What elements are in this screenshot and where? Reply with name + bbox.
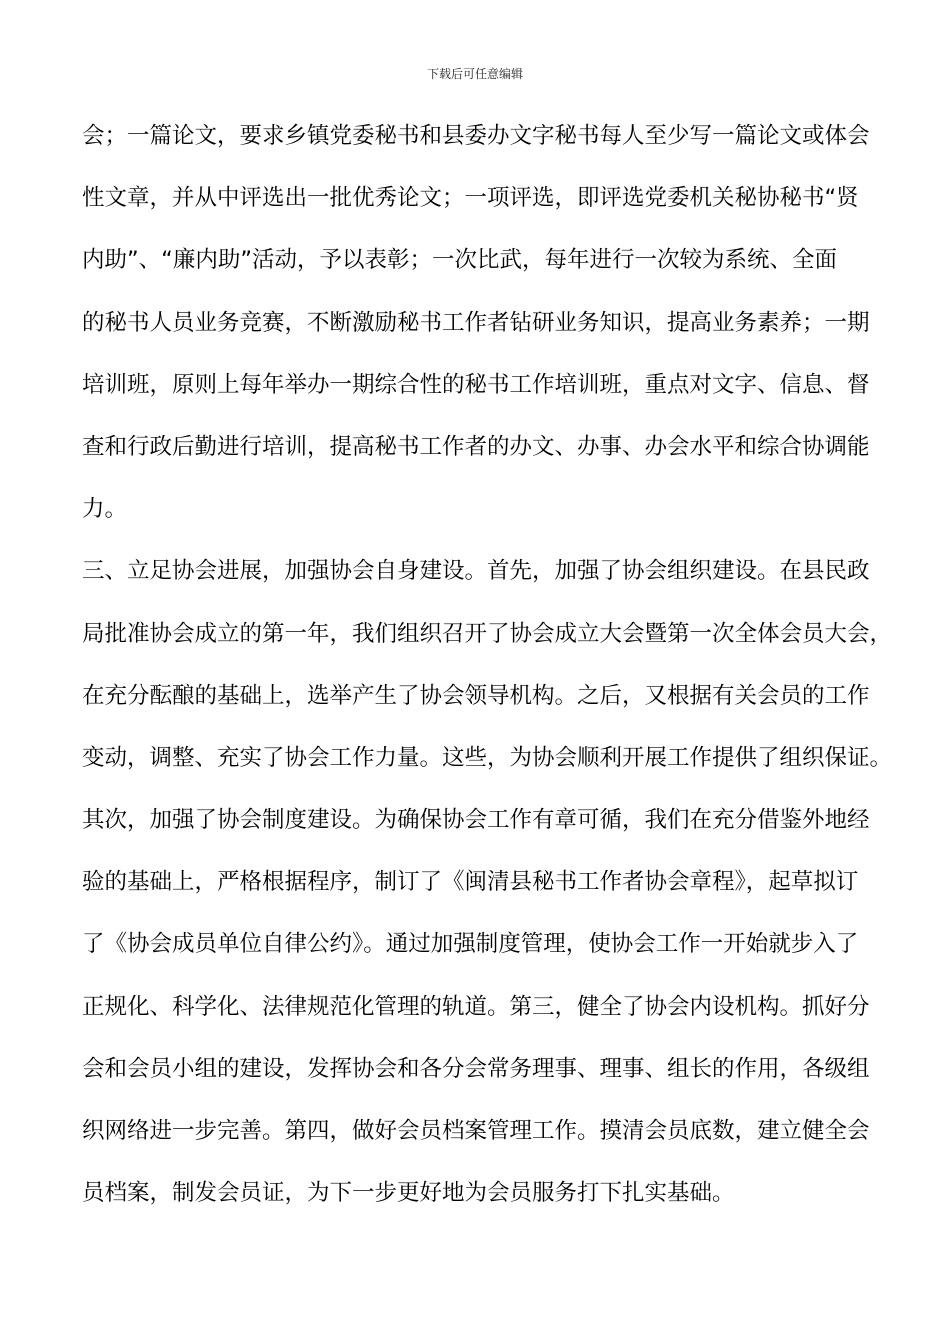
text-line: 变动，调整、充实了协会工作力量。这些，为协会顺利开展工作提供了组织保证。 bbox=[82, 744, 893, 771]
text-line: 在充分酝酿的基础上，选举产生了协会领导机构。之后，又根据有关会员的工作 bbox=[82, 682, 870, 709]
text-line: 力。 bbox=[82, 496, 128, 523]
text-line: 验的基础上，严格根据程序，制订了《闽清县秘书工作者协会章程》，起草拟订 bbox=[82, 869, 859, 896]
text-line: 性文章，并从中评选出一批优秀论文；一项评选，即评选党委机关秘协秘书“贤 bbox=[82, 185, 859, 212]
text-line: 会；一篇论文，要求乡镇党委秘书和县委办文字秘书每人至少写一篇论文或体会 bbox=[82, 123, 870, 149]
text-line: 其次，加强了协会制度建设。为确保协会工作有章可循，我们在充分借鉴外地经 bbox=[82, 807, 870, 834]
text-line: 内助”、“廉内助”活动，予以表彰；一次比武，每年进行一次较为系统、全面 bbox=[82, 247, 837, 274]
text-line: 正规化、科学化、法律规范化管理的轨道。第三，健全了协会内设机构。抓好分 bbox=[82, 993, 870, 1020]
text-line: 局批准协会成立的第一年，我们组织召开了协会成立大会暨第一次全体会员大会， bbox=[82, 620, 893, 647]
text-line: 查和行政后勤进行培训，提高秘书工作者的办文、办事、办会水平和综合协调能 bbox=[82, 433, 870, 460]
text-line: 三、立足协会进展，加强协会自身建设。首先，加强了协会组织建设。在县民政 bbox=[82, 558, 870, 585]
text-line: 员档案，制发会员证，为下一步更好地为会员服务打下扎实基础。 bbox=[82, 1180, 735, 1207]
text-line: 的秘书人员业务竞赛，不断激励秘书工作者钻研业务知识，提高业务素养；一期 bbox=[82, 309, 870, 336]
text-line: 培训班，原则上每年举办一期综合性的秘书工作培训班，重点对文字、信息、督 bbox=[82, 371, 870, 398]
text-line: 织网络进一步完善。第四，做好会员档案管理工作。摸清会员底数，建立健全会 bbox=[82, 1118, 870, 1144]
text-line: 了《协会成员单位自律公约》。通过加强制度管理，使协会工作一开始就步入了 bbox=[82, 931, 859, 958]
document-body bbox=[82, 120, 893, 1239]
page-header-note: 下载后可任意编辑 bbox=[426, 67, 523, 81]
text-line: 会和会员小组的建设，发挥协会和各分会常务理事、理事、组长的作用，各级组 bbox=[82, 1055, 870, 1082]
